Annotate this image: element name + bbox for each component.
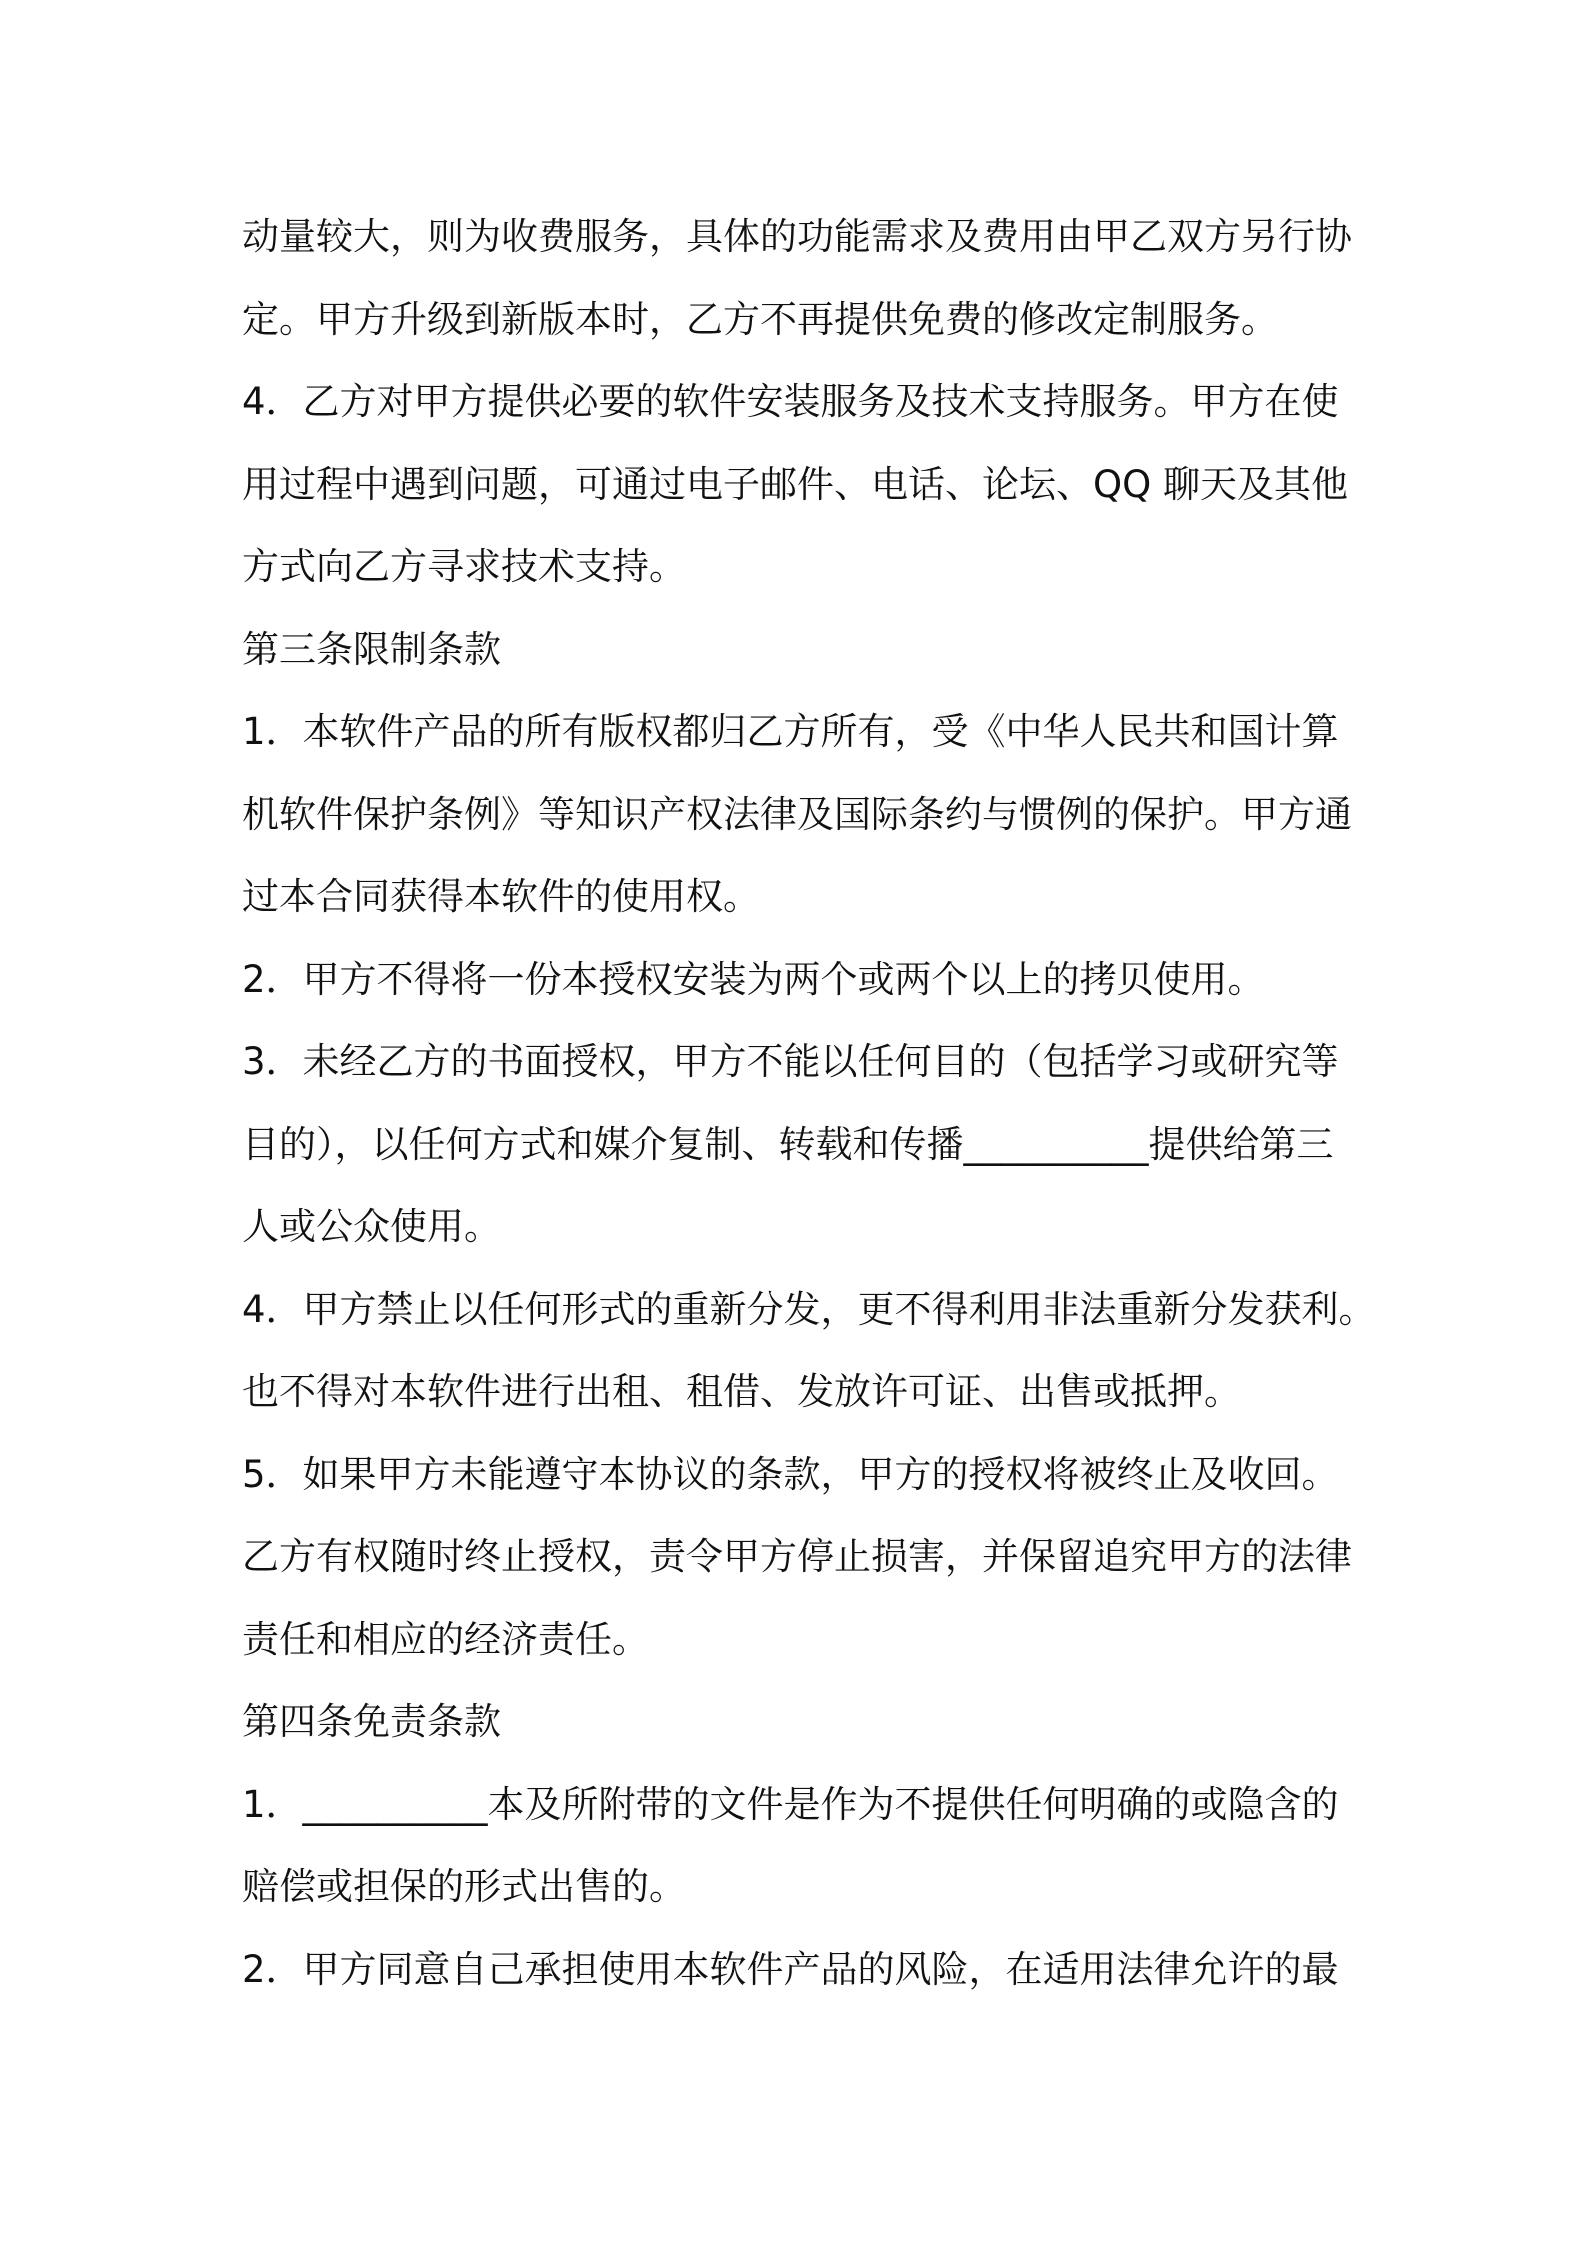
paragraph-line: 3．未经乙方的书面授权，甲方不能以任何目的（包括学习或研究等 (242, 1040, 1339, 1083)
paragraph-line: 4．乙方对甲方提供必要的软件安装服务及技术支持服务。甲方在使 (242, 380, 1339, 423)
paragraph-line: 动量较大，则为收费服务，具体的功能需求及费用由甲乙双方另行协 (242, 215, 1352, 258)
paragraph-line: 5．如果甲方未能遵守本协议的条款，甲方的授权将被终止及收回。 (242, 1452, 1339, 1496)
paragraph-line: 4．甲方禁止以任何形式的重新分发，更不得利用非法重新分发获利。 (242, 1287, 1376, 1331)
paragraph-line: 机软件保护条例》等知识产权法律及国际条约与惯例的保护。甲方通 (242, 792, 1352, 836)
paragraph-line: 2．甲方不得将一份本授权安装为两个或两个以上的拷贝使用。 (242, 957, 1265, 1001)
section-heading: 第四条免责条款 (242, 1700, 501, 1743)
paragraph-line: 1．__________本及所附带的文件是作为不提供任何明确的或隐含的 (242, 1782, 1339, 1826)
paragraph-line: 赔偿或担保的形式出售的。 (242, 1865, 686, 1908)
paragraph-line: 方式向乙方寻求技术支持。 (242, 545, 686, 588)
paragraph-line: 乙方有权随时终止授权，责令甲方停止损害，并保留追究甲方的法律 (242, 1535, 1352, 1578)
paragraph-line: 1．本软件产品的所有版权都归乙方所有，受《中华人民共和国计算 (242, 710, 1339, 753)
paragraph-line: 定。甲方升级到新版本时，乙方不再提供免费的修改定制服务。 (242, 297, 1278, 341)
paragraph-line: 也不得对本软件进行出租、租借、发放许可证、出售或抵押。 (242, 1370, 1241, 1413)
paragraph-line: 用过程中遇到问题，可通过电子邮件、电话、论坛、QQ 聊天及其他 (242, 462, 1349, 506)
paragraph-line: 人或公众使用。 (242, 1205, 501, 1248)
paragraph-line: 2．甲方同意自己承担使用本软件产品的风险，在适用法律允许的最 (242, 1947, 1339, 1991)
section-heading: 第三条限制条款 (242, 627, 501, 671)
paragraph-line: 过本合同获得本软件的使用权。 (242, 875, 760, 918)
paragraph-line: 责任和相应的经济责任。 (242, 1617, 649, 1661)
document-body (242, 196, 1376, 2011)
paragraph-line: 目的），以任何方式和媒介复制、转载和传播__________提供给第三 (242, 1122, 1334, 1166)
